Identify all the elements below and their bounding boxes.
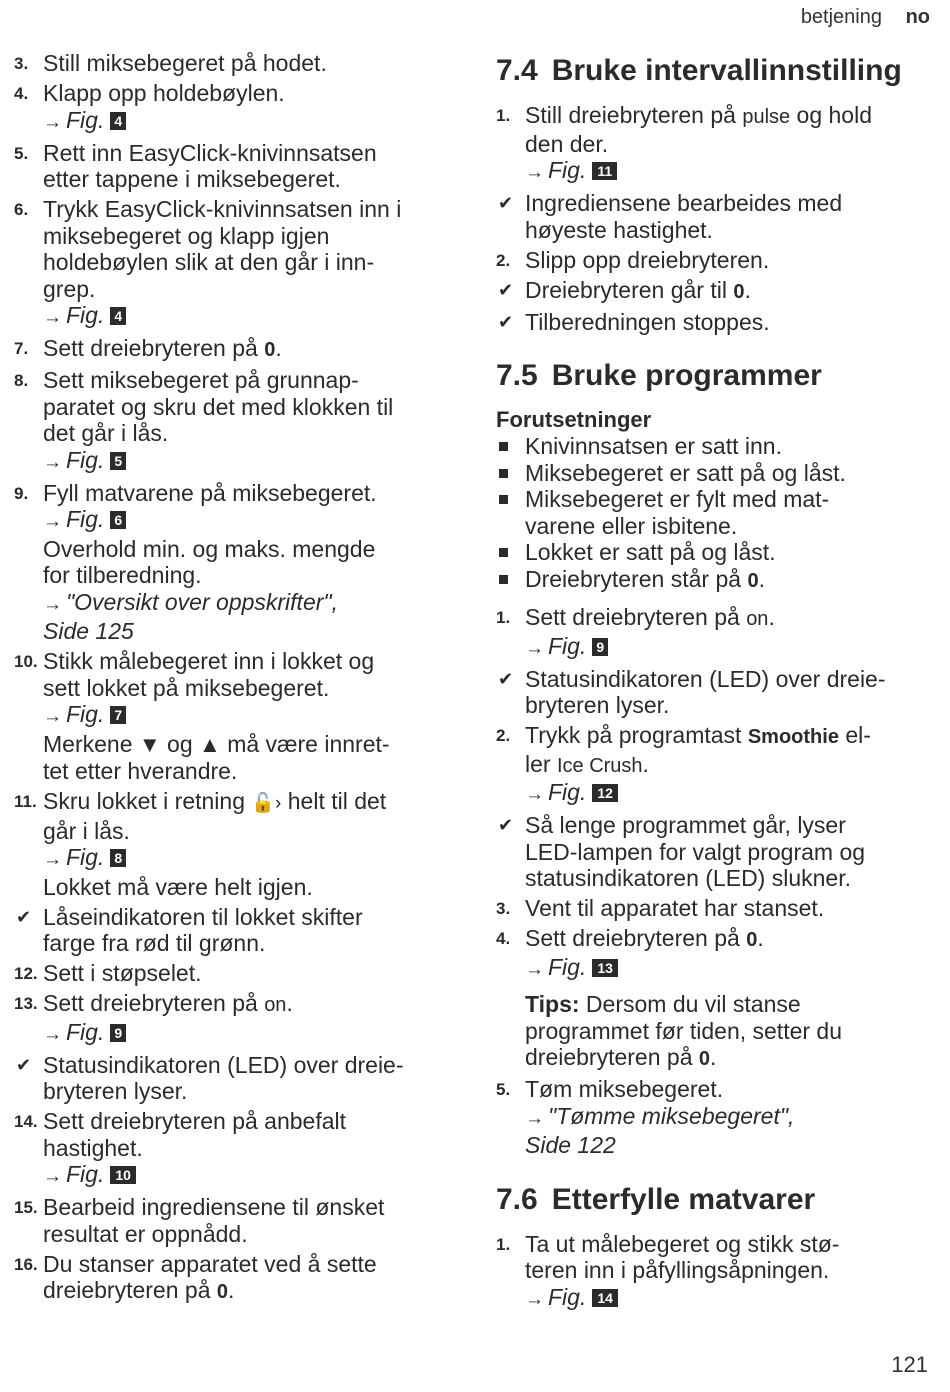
cross-reference-link[interactable] [525, 1103, 936, 1133]
step-text: går i lås. [43, 817, 130, 844]
step-15 [14, 1194, 454, 1247]
section-heading-7-4 [496, 54, 936, 88]
setting-keyword: pulse [742, 106, 791, 128]
step-text: Sett dreiebryteren på [43, 990, 258, 1016]
fig-label: Fig. [66, 1161, 105, 1187]
step-number: 15. [14, 1198, 38, 1217]
figure-reference[interactable] [525, 1284, 936, 1314]
section-title: Bruke programmer [551, 359, 822, 392]
step-text: Vent til apparatet har stanset. [525, 895, 825, 921]
step-text: Fyll matvarene på miksebegeret. [43, 479, 377, 506]
step-text: holdebøylen slik at den går i inn- [43, 249, 375, 275]
prereq-text: Miksebegeret er fylt med mat- [525, 486, 830, 512]
figure-number-badge: 10 [110, 1166, 136, 1184]
step-9 [14, 480, 454, 645]
punctuation: . [744, 276, 751, 303]
section-number: 7.6 [496, 1182, 538, 1216]
setting-keyword: 0 [747, 569, 759, 592]
step-text: Still dreiebryteren på [525, 102, 736, 128]
figure-reference[interactable] [43, 844, 454, 874]
checkmark-icon: ✔ [498, 815, 514, 835]
fig-label: Fig. [66, 302, 105, 328]
triangle-up-icon: ▲ [199, 731, 221, 757]
fig-label: Fig. [548, 953, 587, 980]
step-text: Still miksebegeret på hodet. [43, 50, 327, 76]
step-text: Skru lokket i retning [43, 788, 245, 814]
figure-number-badge: 8 [110, 849, 126, 867]
arrow-right-icon: → [43, 593, 62, 615]
arrow-right-icon: → [525, 637, 544, 659]
figure-number-badge: 4 [110, 112, 126, 130]
result-text: Tilberedningen stoppes. [525, 308, 770, 335]
step-text: den der. [525, 130, 609, 157]
step-10 [14, 648, 454, 785]
prereq-item [496, 460, 936, 487]
refill-step-1 [496, 1231, 936, 1314]
step-note: Merkene [43, 730, 133, 757]
arrow-right-icon: → [43, 706, 62, 727]
step-text: Rett inn EasyClick-knivinnsatsen [43, 139, 377, 166]
step-text: og hold [796, 102, 873, 128]
result-11 [14, 904, 454, 957]
figure-reference[interactable] [43, 701, 454, 731]
section-heading-7-5 [496, 359, 936, 393]
figure-number-badge: 4 [110, 307, 126, 325]
result-text: Ingrediensene bearbeides med [525, 190, 843, 216]
figure-number-badge: 12 [592, 784, 618, 802]
arrow-right-icon: → [525, 784, 544, 805]
setting-keyword: 0 [698, 1048, 711, 1070]
step-text: Sett dreiebryteren på [525, 925, 740, 951]
step-text: Trykk på programtast [525, 722, 742, 748]
step-number: 4. [496, 929, 511, 948]
step-text: Bearbeid ingrediensene til ønsket [43, 1194, 385, 1220]
prereq-item [496, 566, 936, 595]
punctuation: . [768, 604, 775, 630]
step-text: Sett i støpselet. [43, 960, 202, 986]
arrow-right-icon: → [525, 162, 544, 183]
step-number: 8. [14, 371, 29, 390]
step-6 [14, 196, 454, 332]
right-column [496, 50, 936, 1317]
step-text: helt til det [287, 788, 387, 814]
step-number: 1. [496, 608, 511, 627]
checkmark-icon: ✔ [498, 311, 514, 332]
punctuation: . [758, 565, 765, 592]
program-key-name: Ice Crush [556, 754, 643, 777]
interval-result-2a [496, 277, 936, 306]
checkmark-icon: ✔ [498, 193, 514, 213]
setting-keyword: 0 [264, 339, 276, 361]
interval-result-1 [496, 190, 936, 243]
bullet-icon [499, 548, 508, 557]
figure-reference[interactable] [43, 506, 454, 536]
step-text: Ta ut målebegeret og stikk stø- [525, 1230, 840, 1257]
step-number: 1. [496, 1234, 511, 1254]
figure-reference[interactable] [43, 1019, 454, 1049]
arrow-right-icon: → [525, 958, 544, 980]
step-12 [14, 960, 454, 987]
arrow-right-icon: → [43, 511, 62, 532]
step-text: Klapp opp holdebøylen. [43, 80, 285, 106]
figure-number-badge: 14 [592, 1289, 618, 1307]
prerequisites-heading: Forutsetninger [496, 407, 652, 432]
punctuation: . [710, 1044, 717, 1070]
fig-label: Fig. [66, 1018, 105, 1045]
program-step-4 [496, 925, 936, 1073]
program-step-5 [496, 1076, 936, 1159]
bullet-icon [499, 575, 508, 584]
step-text: etter tappene i miksebegeret. [43, 166, 341, 192]
prereq-item [496, 539, 936, 566]
reference-title: "Oversikt over oppskrifter", [66, 588, 338, 615]
reference-title: "Tømme miksebegeret", [548, 1102, 795, 1129]
punctuation: . [642, 750, 649, 777]
step-text: Sett dreiebryteren på [43, 335, 258, 361]
header-language: no [905, 6, 930, 28]
prereq-text: Miksebegeret er satt på og låst. [525, 459, 846, 486]
fig-label: Fig. [548, 632, 587, 659]
result-text: Dreiebryteren går til [525, 276, 727, 303]
section-title: Bruke intervallinnstilling [551, 54, 902, 87]
section-title: Etterfylle matvarer [551, 1182, 816, 1216]
step-text: resultat er oppnådd. [43, 1220, 248, 1247]
figure-reference[interactable] [43, 107, 454, 137]
step-11 [14, 788, 454, 900]
arrow-right-icon: → [43, 1023, 62, 1045]
prereq-item [496, 486, 936, 539]
step-number: 1. [496, 106, 511, 125]
fig-label: Fig. [66, 446, 105, 473]
step-note: Lokket må være helt igjen. [43, 873, 313, 900]
step-number: 5. [496, 1080, 511, 1099]
figure-reference[interactable] [525, 954, 936, 984]
arrow-right-icon: → [43, 849, 62, 870]
page-header [801, 6, 930, 29]
step-4 [14, 80, 454, 136]
step-16 [14, 1251, 454, 1306]
step-note: for tilberedning. [43, 562, 202, 588]
step-text: hastighet. [43, 1134, 143, 1161]
step-text: Du stanser apparatet ved å sette [43, 1250, 377, 1277]
bullet-icon [499, 495, 508, 504]
program-key-name: Smoothie [747, 726, 839, 748]
figure-reference[interactable] [43, 1161, 454, 1191]
step-number: 6. [14, 200, 29, 219]
step-7 [14, 335, 454, 364]
checkmark-icon: ✔ [498, 279, 514, 300]
figure-reference[interactable] [525, 157, 936, 187]
step-number: 3. [496, 899, 511, 918]
prereq-text: Lokket er satt på og låst. [525, 539, 776, 565]
step-text: ler [525, 750, 551, 777]
figure-reference[interactable] [43, 447, 454, 477]
checkmark-icon: ✔ [498, 668, 514, 689]
checkmark-icon: ✔ [16, 906, 32, 927]
step-text: Tøm miksebegeret. [525, 1076, 724, 1102]
punctuation: . [757, 925, 764, 951]
setting-keyword: on [264, 994, 287, 1016]
page-number: 121 [891, 1352, 928, 1377]
step-number: 14. [14, 1112, 38, 1131]
step-text: Sett miksebegeret på grunnap- [43, 367, 359, 393]
step-number: 7. [14, 339, 29, 358]
step-number: 5. [14, 143, 29, 163]
step-5 [14, 140, 454, 193]
arrow-right-icon: → [525, 1107, 544, 1129]
arrow-right-icon: → [43, 1166, 62, 1187]
bullet-icon [499, 442, 508, 451]
step-text: grep. [43, 275, 96, 302]
result-text: bryteren lyser. [525, 692, 670, 718]
step-13 [14, 990, 454, 1048]
result-text: bryteren lyser. [43, 1078, 188, 1104]
figure-reference[interactable] [525, 633, 936, 663]
step-number: 4. [14, 84, 29, 103]
section-number: 7.5 [496, 359, 538, 392]
result-text: farge fra rød til grønn. [43, 930, 266, 956]
unlock-direction-icon: 🔓› [251, 793, 282, 814]
setting-keyword: 0 [216, 1281, 229, 1303]
step-text: el- [845, 722, 871, 748]
program-step-2 [496, 722, 936, 809]
step-number: 12. [14, 964, 38, 983]
interval-step-2 [496, 247, 936, 274]
step-number: 9. [14, 483, 29, 503]
header-section: betjening [800, 6, 882, 28]
program-step-3 [496, 895, 936, 922]
tips-text: Dersom du vil stanse [585, 991, 801, 1017]
result-text: Så lenge programmet går, lyser [525, 812, 846, 838]
arrow-right-icon: → [43, 111, 62, 133]
figure-number-badge: 7 [110, 706, 126, 724]
setting-keyword: 0 [746, 929, 758, 951]
setting-keyword: 0 [733, 280, 745, 303]
prereq-text: Dreiebryteren står på [525, 565, 742, 592]
reference-page: Side 122 [525, 1132, 616, 1158]
section-number: 7.4 [496, 54, 538, 87]
result-text: Låseindikatoren til lokket skifter [43, 903, 363, 930]
result-text: Statusindikatoren (LED) over dreie- [43, 1051, 404, 1078]
checkmark-icon: ✔ [16, 1054, 32, 1075]
figure-number-badge: 9 [592, 638, 608, 656]
step-number: 10. [14, 652, 38, 671]
step-number: 2. [496, 726, 511, 745]
prereq-text: varene eller isbitene. [525, 512, 738, 539]
result-text: statusindikatoren (LED) slukner. [525, 865, 851, 891]
cross-reference-link[interactable] [43, 589, 454, 619]
step-text: miksebegeret og klapp igjen [43, 222, 330, 249]
step-text: teren inn i påfyllingsåpningen. [525, 1257, 830, 1283]
step-text: Trykk EasyClick-knivinnsatsen inn i [43, 196, 402, 222]
step-text: Stikk målebegeret inn i lokket og [43, 648, 375, 674]
result-text: høyeste hastighet. [525, 216, 713, 243]
step-text: sett lokket på miksebegeret. [43, 674, 330, 701]
step-number: 2. [496, 250, 511, 270]
figure-number-badge: 5 [110, 452, 126, 470]
step-text: paratet og skru det med klokken til [43, 393, 394, 420]
result-13 [14, 1052, 454, 1105]
tips-text: dreiebryteren på [525, 1044, 693, 1070]
step-text: Slipp opp dreiebryteren. [525, 246, 770, 273]
tips-label: Tips: [525, 991, 580, 1017]
fig-label: Fig. [548, 779, 587, 805]
triangle-down-icon: ▼ [138, 731, 161, 757]
fig-label: Fig. [66, 844, 105, 870]
punctuation: . [228, 1277, 235, 1303]
fig-label: Fig. [66, 701, 105, 727]
arrow-right-icon: → [43, 307, 62, 328]
prereq-text: Knivinnsatsen er satt inn. [525, 433, 782, 459]
setting-keyword: on [746, 608, 769, 630]
arrow-right-icon: → [525, 1288, 544, 1310]
fig-label: Fig. [548, 1283, 587, 1310]
step-note: må være innret- [227, 730, 390, 757]
figure-number-badge: 9 [110, 1024, 126, 1042]
fig-label: Fig. [548, 157, 587, 183]
program-step-1 [496, 604, 936, 662]
result-text: Statusindikatoren (LED) over dreie- [525, 665, 886, 692]
result-text: LED-lampen for valgt program og [525, 838, 866, 865]
program-result-1 [496, 666, 936, 719]
interval-step-1 [496, 102, 936, 187]
punctuation: . [275, 335, 282, 361]
step-text: dreiebryteren på [43, 1277, 211, 1303]
tips-block [525, 991, 936, 1073]
figure-number-badge: 11 [592, 162, 617, 180]
fig-label: Fig. [66, 106, 105, 133]
step-text: Sett dreiebryteren på [525, 604, 740, 630]
step-3 [14, 50, 454, 77]
program-result-2 [496, 812, 936, 892]
figure-reference[interactable] [525, 779, 936, 809]
step-number: 11. [14, 792, 37, 811]
left-column [14, 50, 454, 1309]
marker-note [43, 731, 454, 759]
fig-label: Fig. [66, 506, 105, 532]
figure-number-badge: 13 [592, 959, 618, 977]
section-heading-7-6 [496, 1183, 936, 1217]
step-note: og [167, 730, 193, 757]
tips-text: programmet før tiden, setter du [525, 1017, 843, 1044]
reference-page: Side 125 [43, 618, 134, 644]
step-note: Overhold min. og maks. mengde [43, 535, 376, 562]
step-number: 3. [14, 54, 29, 73]
step-number: 13. [14, 994, 38, 1013]
step-text: det går i lås. [43, 420, 169, 446]
step-number: 16. [14, 1254, 38, 1274]
step-8 [14, 367, 454, 476]
figure-number-badge: 6 [110, 511, 126, 529]
step-14 [14, 1108, 454, 1191]
step-text: Sett dreiebryteren på anbefalt [43, 1108, 347, 1134]
arrow-right-icon: → [43, 451, 62, 473]
prereq-item [496, 433, 936, 460]
interval-result-2b [496, 309, 936, 336]
step-note: tet etter hverandre. [43, 758, 238, 784]
punctuation: . [286, 990, 293, 1016]
bullet-icon [499, 469, 508, 478]
figure-reference[interactable] [43, 302, 454, 332]
